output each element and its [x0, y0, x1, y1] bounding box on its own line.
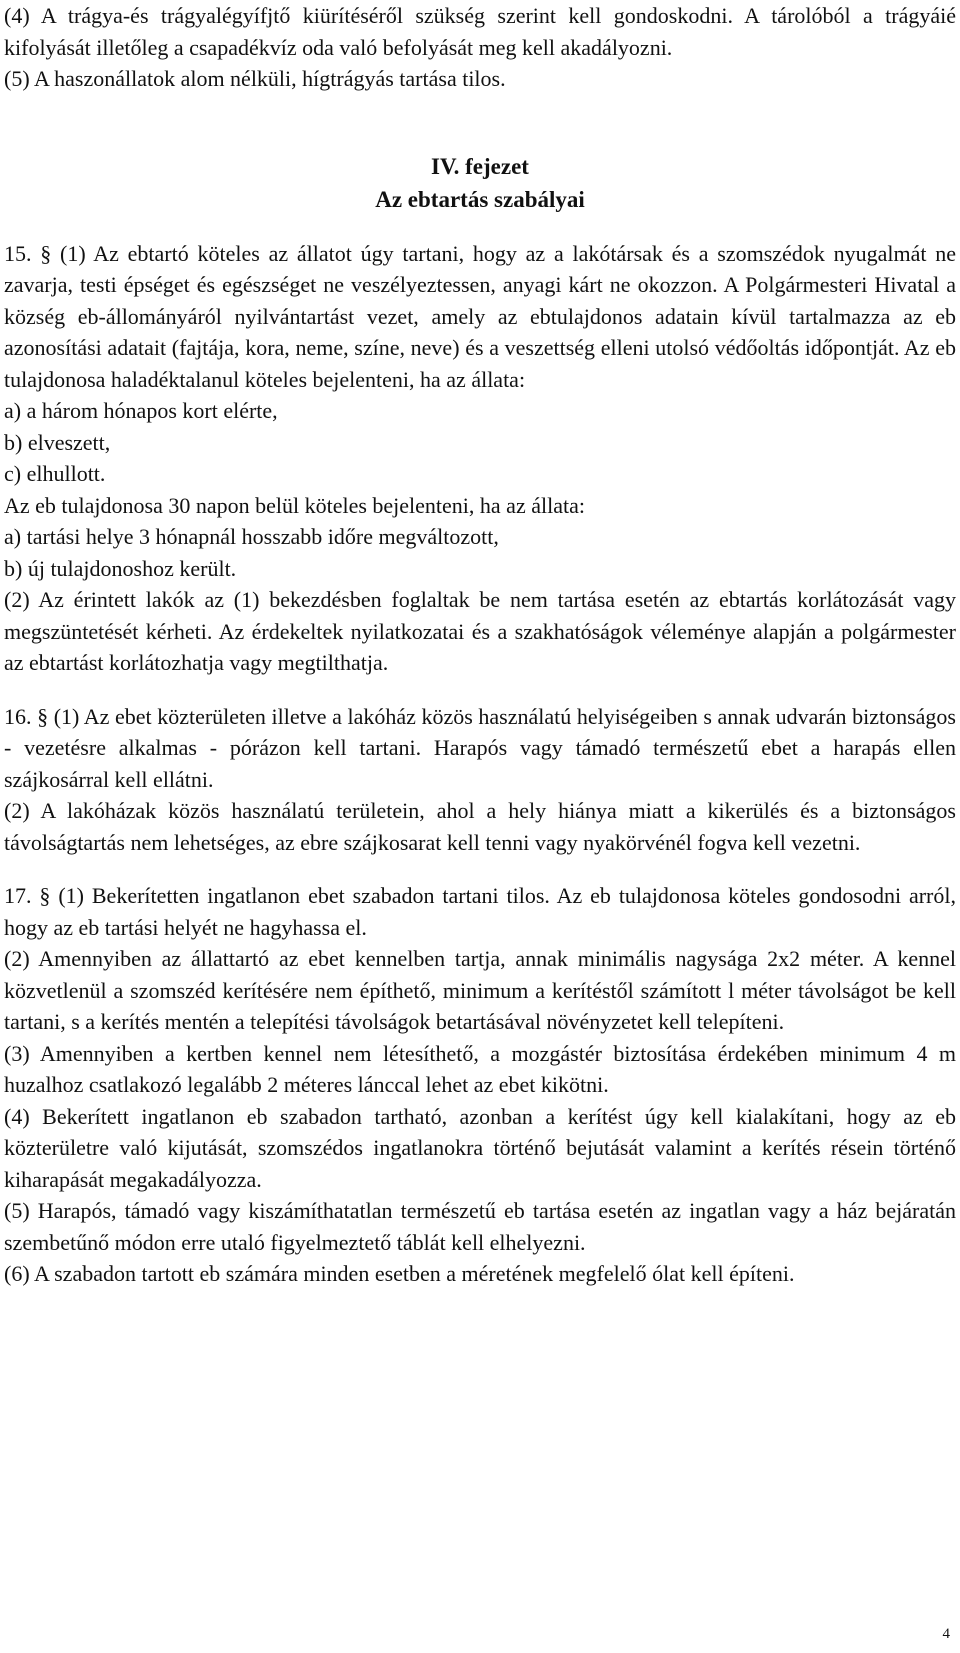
paragraph-16-1: 16. § (1) Az ebet közterületen illetve a lakóház közös használatú helyiségeiben s annak udvarán biztonságos - vezetésre alkalmas - pórázon kell tartani. Harapós vagy támadó természetű ebet a harapás ellen szájkosárral kell ellátni. — [4, 703, 956, 792]
paragraph-17-6: (6) A szabadon tartott eb számára minden esetben a méretének megfelelő ólat kell építeni. — [4, 1261, 795, 1286]
paragraph-15-1-continued: Az eb tulajdonosa 30 napon belül köteles bejelenteni, ha az állata: — [4, 492, 585, 518]
paragraph-17-4: (4) Bekerített ingatlanon eb szabadon tartható, azonban a kerítést úgy kell kialakítani, hogy az eb közterületre való kijutását, szomszédos ingatlanokra történő bejutását valamint a kerítés résein történő kiharapását megakadályozza. — [4, 1103, 956, 1192]
list-item: c) elhullott. — [4, 461, 106, 486]
paragraph-14-4: (4) A trágya-és trágyalégyífjtő kiürítéséről szükség szerint kell gondoskodni. A tárolóból a trágyáié kifolyását illetőleg a csapadékvíz oda való befolyását meg kell akadályozni. — [4, 3, 956, 60]
section-15 — [4, 238, 956, 679]
paragraph-17-5: (5) Harapós, támadó vagy kiszámíthatatlan természetű eb tartása esetén az ingatlan vagy a ház bejáratán szembetűnő módon erre utaló figyelmeztető táblát kell elhelyezni. — [4, 1198, 956, 1255]
page-number: 4 — [942, 1626, 950, 1642]
paragraph-17-2: (2) Amennyiben az állattartó az ebet kennelben tartja, annak minimális nagysága 2x2 méter. A kennel közvetlenül a szomszéd kerítésére nem építhető, minimum a kerítéstől számított l méter távolságot be kell tartani, s a kerítés mentén a telepítési távolságok betartásával növényzetet kell telepíteni. — [4, 946, 956, 1034]
list-item: a) tartási helye 3 hónapnál hosszabb időre megváltozott, — [4, 524, 499, 549]
chapter-heading — [4, 150, 956, 216]
paragraph-15-1: 15. § (1) Az ebtartó köteles az állatot úgy tartani, hogy az a lakótársak és a szomszédok nyugalmát ne zavarja, testi épséget és egészséget ne veszélyeztessen, anyagi kárt ne okozzon. A Polgármesteri Hivatal a község eb-állományáról nyilvántartást vezet, amely az ebtulajdonos adatain kívül tartalmazza az eb azonosítási adatait (fajtája, kora, neme, színe, neve) és a veszettség elleni utolsó védőoltás időpontját. Az eb tulajdonosa haladéktalanul köteles bejelenteni, ha az állata: — [4, 240, 956, 392]
paragraph-14-5: (5) A haszonállatok alom nélküli, hígtrágyás tartása tilos. — [4, 66, 506, 91]
list-item: a) a három hónapos kort elérte, — [4, 398, 278, 423]
section-16 — [4, 701, 956, 859]
list-item: b) új tulajdonoshoz került. — [4, 555, 237, 581]
list-item: b) elveszett, — [4, 429, 111, 455]
chapter-title: Az ebtartás szabályai — [375, 186, 585, 212]
document-page — [4, 0, 956, 1653]
paragraph-17-1: 17. § (1) Bekerítetten ingatlanon ebet szabadon tartani tilos. Az eb tulajdonosa köteles gondosodni arról, hogy az eb tartási helyét ne hagyhassa el. — [4, 883, 956, 940]
section-17 — [4, 880, 956, 1290]
paragraph-16-2: (2) A lakóházak közös használatú területein, ahol a hely hiánya miatt a kikerülés és a biztonságos távolságtartás nem lehetséges, az ebre szájkosarat kell tenni vagy nyakörvénél fogva kell vezetni. — [4, 798, 956, 855]
chapter-number: IV. fejezet — [431, 153, 529, 179]
paragraph-15-2: (2) Az érintett lakók az (1) bekezdésben foglaltak be nem tartása esetén az ebtartás korlátozását vagy megszüntetését kérheti. Az érdekeltek nyilatkozatai és a szakhatóságok véleménye alapján a polgármester az ebtartást korlátozhatja vagy megtilthatja. — [4, 587, 956, 675]
paragraph-17-3: (3) Amennyiben a kertben kennel nem létesíthető, a mozgástér biztosítása érdekében minimum 4 m huzalhoz csatlakozó legalább 2 méteres lánccal lehet az ebet kikötni. — [4, 1040, 956, 1097]
